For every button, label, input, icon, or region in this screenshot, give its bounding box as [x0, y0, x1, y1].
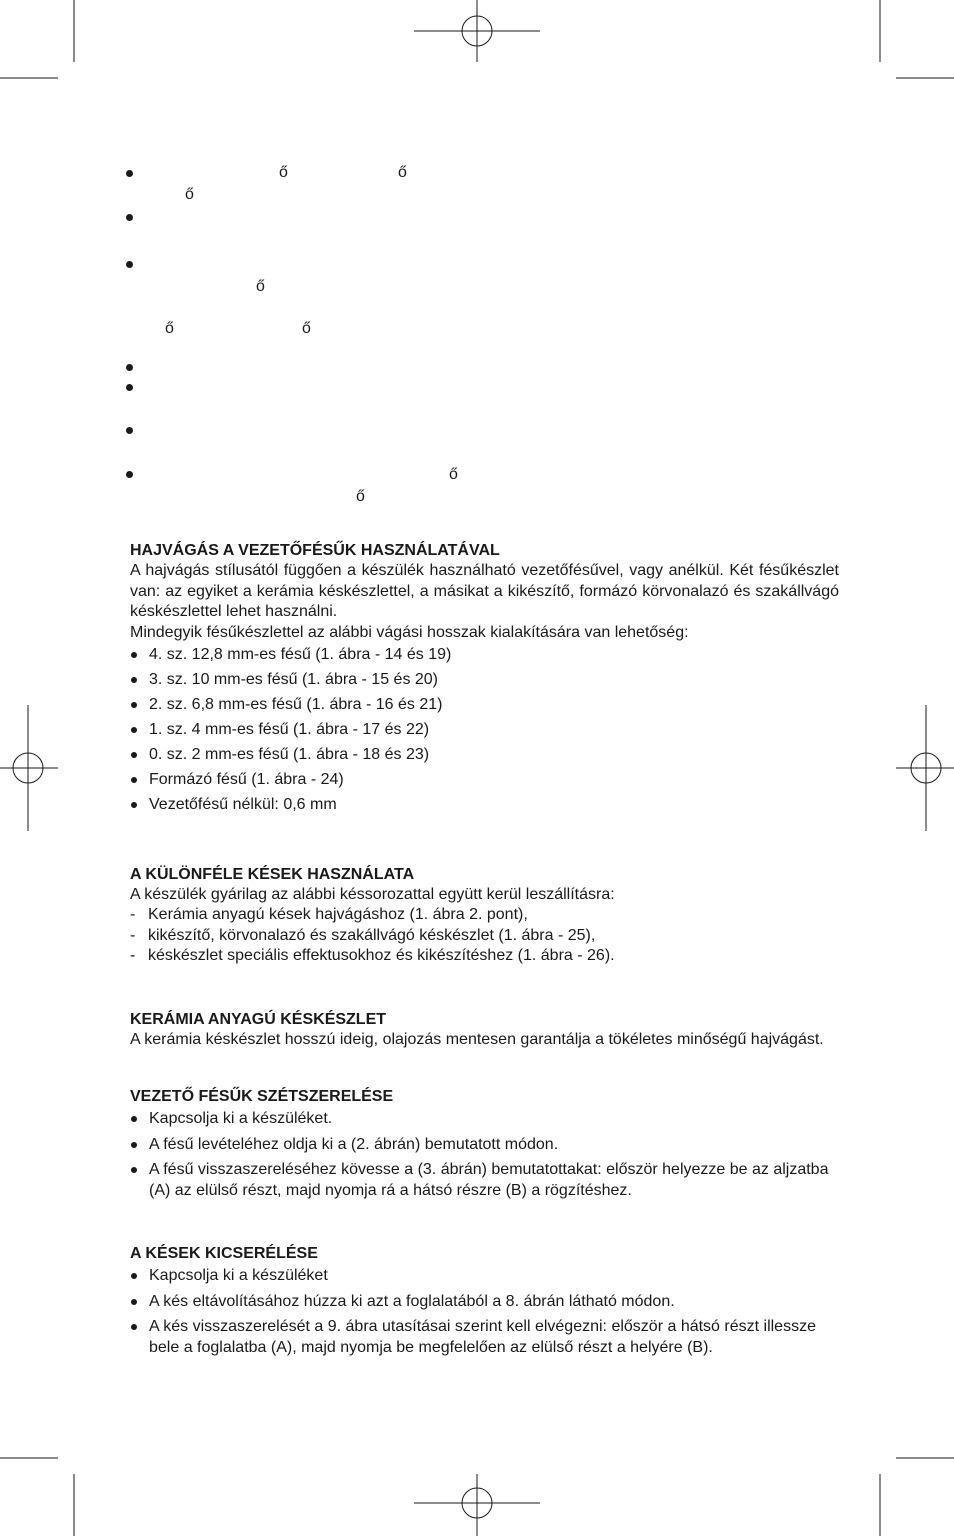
list-item: A kés eltávolításához húzza ki azt a foglalatából a 8. ábrán látható módon. — [130, 1292, 839, 1313]
blade-change-steps — [130, 1266, 839, 1358]
list-item: A kés visszaszerelését a 9. ábra utasításai szerint kell elvégezni: először a hátsó részt illessze bele a foglalatba (A), majd nyomja be megfelelően az elülső részt a helyére (B). — [130, 1317, 839, 1358]
list-item: A fésű visszaszereléséhez kövesse a (3. ábrán) bemutatottakat: először helyezze be az aljzatba (A) az elülső részt, majd nyomja rá a hátsó részre (B) a rögzítéshez. — [130, 1160, 839, 1201]
registration-target-right — [896, 705, 954, 831]
residual-char: ő — [356, 488, 365, 505]
list-item: - kikészítő, körvonalazó és szakállvágó késkészlet (1. ábra - 25), — [130, 926, 839, 947]
list-item: 2. sz. 6,8 mm-es fésű (1. ábra - 16 és 21) — [130, 695, 839, 716]
residual-bullet — [126, 384, 133, 391]
list-item: 3. sz. 10 mm-es fésű (1. ábra - 15 és 20) — [130, 670, 839, 691]
registration-target-bottom — [414, 1474, 540, 1536]
section-heading: VEZETŐ FÉSŰK SZÉTSZERELÉSE — [130, 1088, 394, 1105]
list-item: Formázó fésű (1. ábra - 24) — [130, 770, 839, 791]
section-comb-removal — [130, 1086, 839, 1201]
section-ceramic — [130, 1009, 839, 1051]
section-intro-2: Mindegyik fésűkészlettel az alábbi vágási hosszak kialakítására van lehetőség: — [130, 623, 689, 641]
section-text: A kerámia késkészlet hosszú ideig, olajozás mentesen garantálja a tökéletes minőségű hajvágást. — [130, 1030, 824, 1048]
manual-content — [130, 540, 839, 1363]
residual-char: ő — [185, 186, 194, 203]
section-hair-cutting — [130, 540, 839, 816]
list-item: 4. sz. 12,8 mm-es fésű (1. ábra - 14 és 19) — [130, 645, 839, 666]
residual-bullet — [126, 364, 133, 371]
blade-set-list — [130, 905, 839, 967]
list-item: Kapcsolja ki a készüléket. — [130, 1109, 839, 1130]
list-item: - Kerámia anyagú kések hajvágáshoz (1. ábra 2. pont), — [130, 905, 839, 926]
list-item: Kapcsolja ki a készüléket — [130, 1266, 839, 1287]
section-heading: HAJVÁGÁS A VEZETŐFÉSŰK HASZNÁLATÁVAL — [130, 542, 500, 559]
registration-target-left — [0, 705, 58, 831]
list-item: A fésű levételéhez oldja ki a (2. ábrán) bemutatott módon. — [130, 1135, 839, 1156]
list-item: 0. sz. 2 mm-es fésű (1. ábra - 18 és 23) — [130, 745, 839, 766]
section-heading: KERÁMIA ANYAGÚ KÉSKÉSZLET — [130, 1010, 387, 1028]
section-heading: A KÉSEK KICSERÉLÉSE — [130, 1245, 318, 1262]
residual-bullet — [126, 261, 133, 268]
comb-length-list — [130, 645, 839, 816]
residual-char: ő — [449, 466, 458, 483]
residual-bullet — [126, 427, 133, 434]
section-intro: A hajvágás stílusától függően a készülék használható vezetőfésűvel, vagy anélkül. Két fésűkészlet van: az egyiket a kerámia késkészlettel, a másikat a kikészítő, formázó körvonalazó és szakállvágó késkészlettel lehet használni. — [130, 562, 839, 620]
residual-char: ő — [256, 278, 265, 295]
residual-bullet — [126, 471, 133, 478]
list-item: Vezetőfésű nélkül: 0,6 mm — [130, 795, 839, 816]
section-intro: A készülék gyárilag az alábbi késsorozattal együtt kerül leszállításra: — [130, 885, 615, 903]
residual-char: ő — [279, 164, 288, 181]
residual-char: ő — [302, 320, 311, 337]
residual-bullet — [126, 170, 133, 177]
residual-char: ő — [398, 164, 407, 181]
section-blades — [130, 864, 839, 967]
residual-bullet — [126, 214, 133, 221]
registration-target-top — [414, 0, 540, 62]
comb-removal-steps — [130, 1109, 839, 1201]
section-blade-change — [130, 1243, 839, 1358]
section-heading: A KÜLÖNFÉLE KÉSEK HASZNÁLATA — [130, 865, 415, 883]
list-item: 1. sz. 4 mm-es fésű (1. ábra - 17 és 22) — [130, 720, 839, 741]
list-item: - késkészlet speciális effektusokhoz és kikészítéshez (1. ábra - 26). — [130, 946, 839, 967]
residual-char: ő — [165, 320, 174, 337]
